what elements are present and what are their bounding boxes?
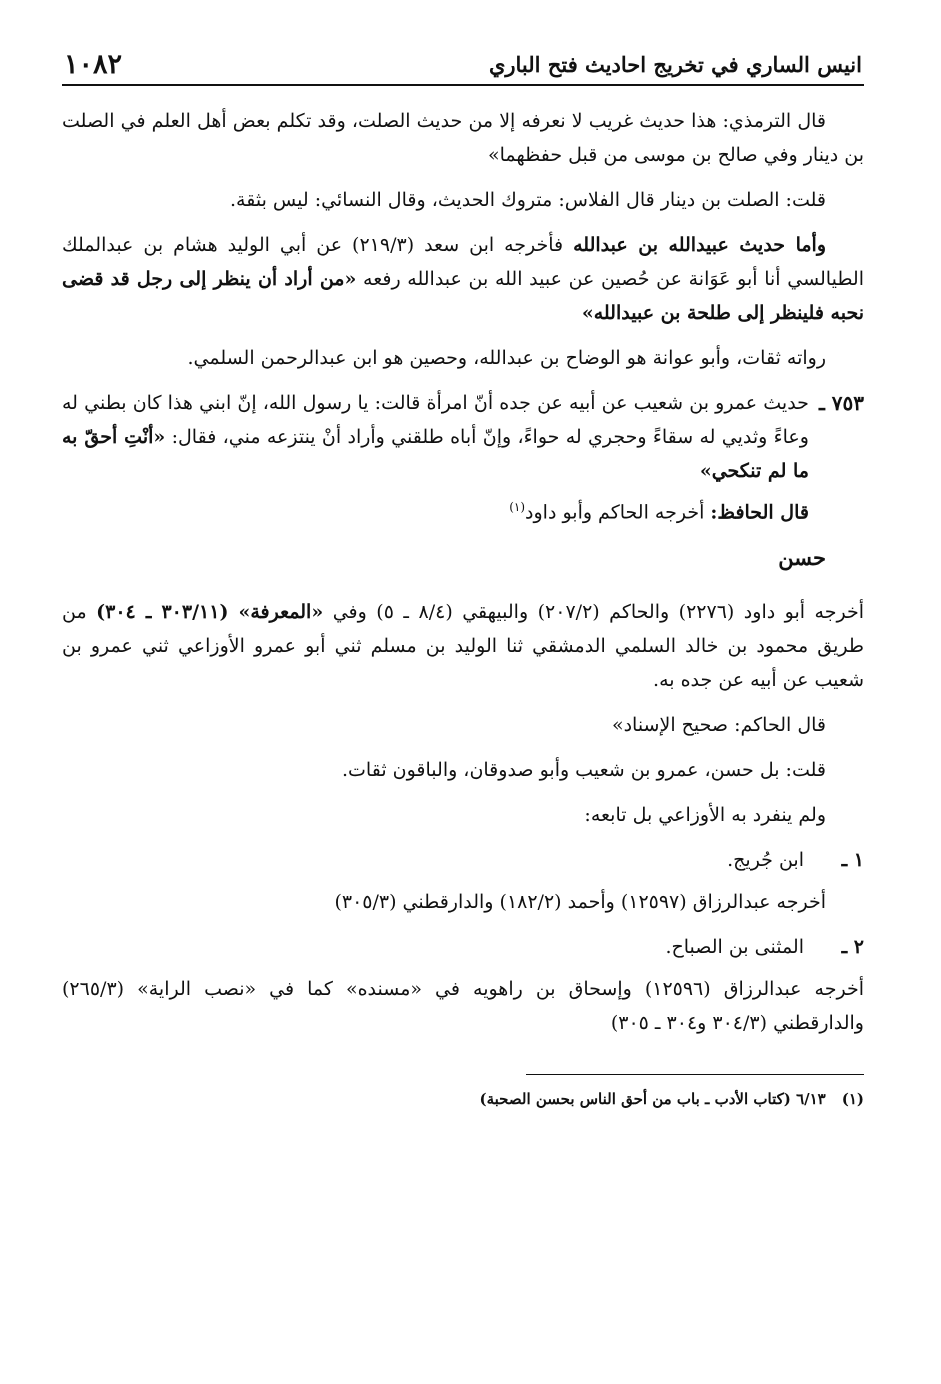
ubaidullah-heading: وأما حديث عبيدالله بن عبدالله: [573, 234, 827, 256]
hadith-grade: حسن: [778, 545, 826, 571]
followers-intro: ولم ينفرد به الأوزاعي بل تابعه:: [584, 804, 826, 827]
takhrij-text-c: من طريق محمود بن خالد السلمي الدمشقي ثنا الوليد بن مسلم ثني أبو عمرو الأوزاعي ثني عمرو بن شعيب عن أبيه عن جده به.: [62, 601, 864, 692]
takhrij-text-a: أخرجه أبو داود (٢٢٧٦) والحاكم (٢٠٧/٢) والبيهقي (٨/٤ ـ ٥) وفي: [323, 601, 864, 624]
hadith-body: [62, 386, 809, 529]
paragraph-ubaidullah: [62, 228, 864, 330]
footnote-1: [62, 1087, 864, 1111]
hadith-753: [62, 386, 864, 529]
ubaidullah-matn: «من أراد أن ينظر إلى رجل قد قضى نحبه فلينظر إلى طلحة بن عبيدالله»: [62, 268, 864, 324]
hadith-quote: «أنْتِ أحقّ به ما لم تنكحي»: [62, 426, 809, 482]
book-page: [62, 36, 864, 1111]
footnote-text: ٦/١٣ (كتاب الأدب ـ باب من أحق الناس بحسن الصحبة): [479, 1090, 826, 1109]
follower-1: [62, 843, 864, 877]
takhrij-abu-dawud: [62, 595, 864, 697]
running-title: انيس الساري في تخريج احاديث فتح الباري: [488, 52, 862, 77]
follower-number: ١ ـ: [841, 849, 864, 872]
follower-2-source: أخرجه عبدالرزاق (١٢٥٩٦) وإسحاق بن راهويه في «مسنده» كما في «نصب الراية» (٢٦٥/٣) والدارقطني (٣٠٤/٣ و٣٠٤ ـ ٣٠٥): [62, 978, 864, 1035]
ubaidullah-chain: فأخرجه ابن سعد (٢١٩/٣) عن أبي الوليد هشام بن عبدالملك الطيالسي أنا أبو عَوَانة عن حُصين عن عبيد الله بن عبدالله رفعه: [62, 234, 864, 290]
follower-1-source: أخرجه عبدالرزاق (١٢٥٩٧) وأحمد (١٨٢/٢) والدارقطني (٣٠٥/٣): [334, 891, 826, 914]
footnote-number: (١): [841, 1090, 864, 1109]
footnote-ref[interactable]: (١): [509, 500, 526, 514]
page-body: [62, 104, 864, 1111]
hafiz-text: أخرجه الحاكم وأبو داود: [525, 501, 711, 524]
paragraph-tirmidhi: قال الترمذي: هذا حديث غريب لا نعرفه إلا من حديث الصلت، وقد تكلم بعض أهل العلم في الصلت بن دينار وفي صالح بن موسى من قبل حفظهما»: [62, 110, 864, 166]
follower-number: ٢ ـ: [841, 936, 864, 959]
hadith-text: حديث عمرو بن شعيب عن أبيه عن جده أنّ امرأة قالت: يا رسول الله، إنّ ابني هذا كان بطني له وعاءً وثديي له سقاءً وحجري له حواءً، وإنّ أباه طلقني وأراد أنْ ينتزعه مني، فقال:: [62, 392, 809, 448]
page-header: [62, 36, 864, 86]
hadith-number: ٧٥٣ ـ: [818, 391, 864, 415]
hafiz-label: قال الحافظ:: [710, 501, 809, 524]
takhrij-marifa: «المعرفة» (٣٠٣/١١ ـ ٣٠٤): [96, 601, 324, 624]
hafiz-line: [62, 490, 809, 529]
follower-name: المثنى بن الصباح.: [665, 936, 804, 959]
follower-name: ابن جُريج.: [727, 849, 804, 872]
footnote-divider: [526, 1074, 864, 1075]
follower-2: [62, 930, 864, 964]
author-grading: قلت: بل حسن، عمرو بن شعيب وأبو صدوقان، والباقون ثقات.: [342, 759, 826, 782]
paragraph-salt: قلت: الصلت بن دينار قال الفلاس: متروك الحديث، وقال النسائي: ليس بثقة.: [230, 189, 826, 211]
hakim-grading: قال الحاكم: صحيح الإسناد»: [611, 714, 826, 737]
paragraph-narrators: رواته ثقات، وأبو عوانة هو الوضاح بن عبدالله، وحصين هو ابن عبدالرحمن السلمي.: [187, 347, 826, 369]
page-number: ١٠٨٢: [64, 49, 123, 80]
